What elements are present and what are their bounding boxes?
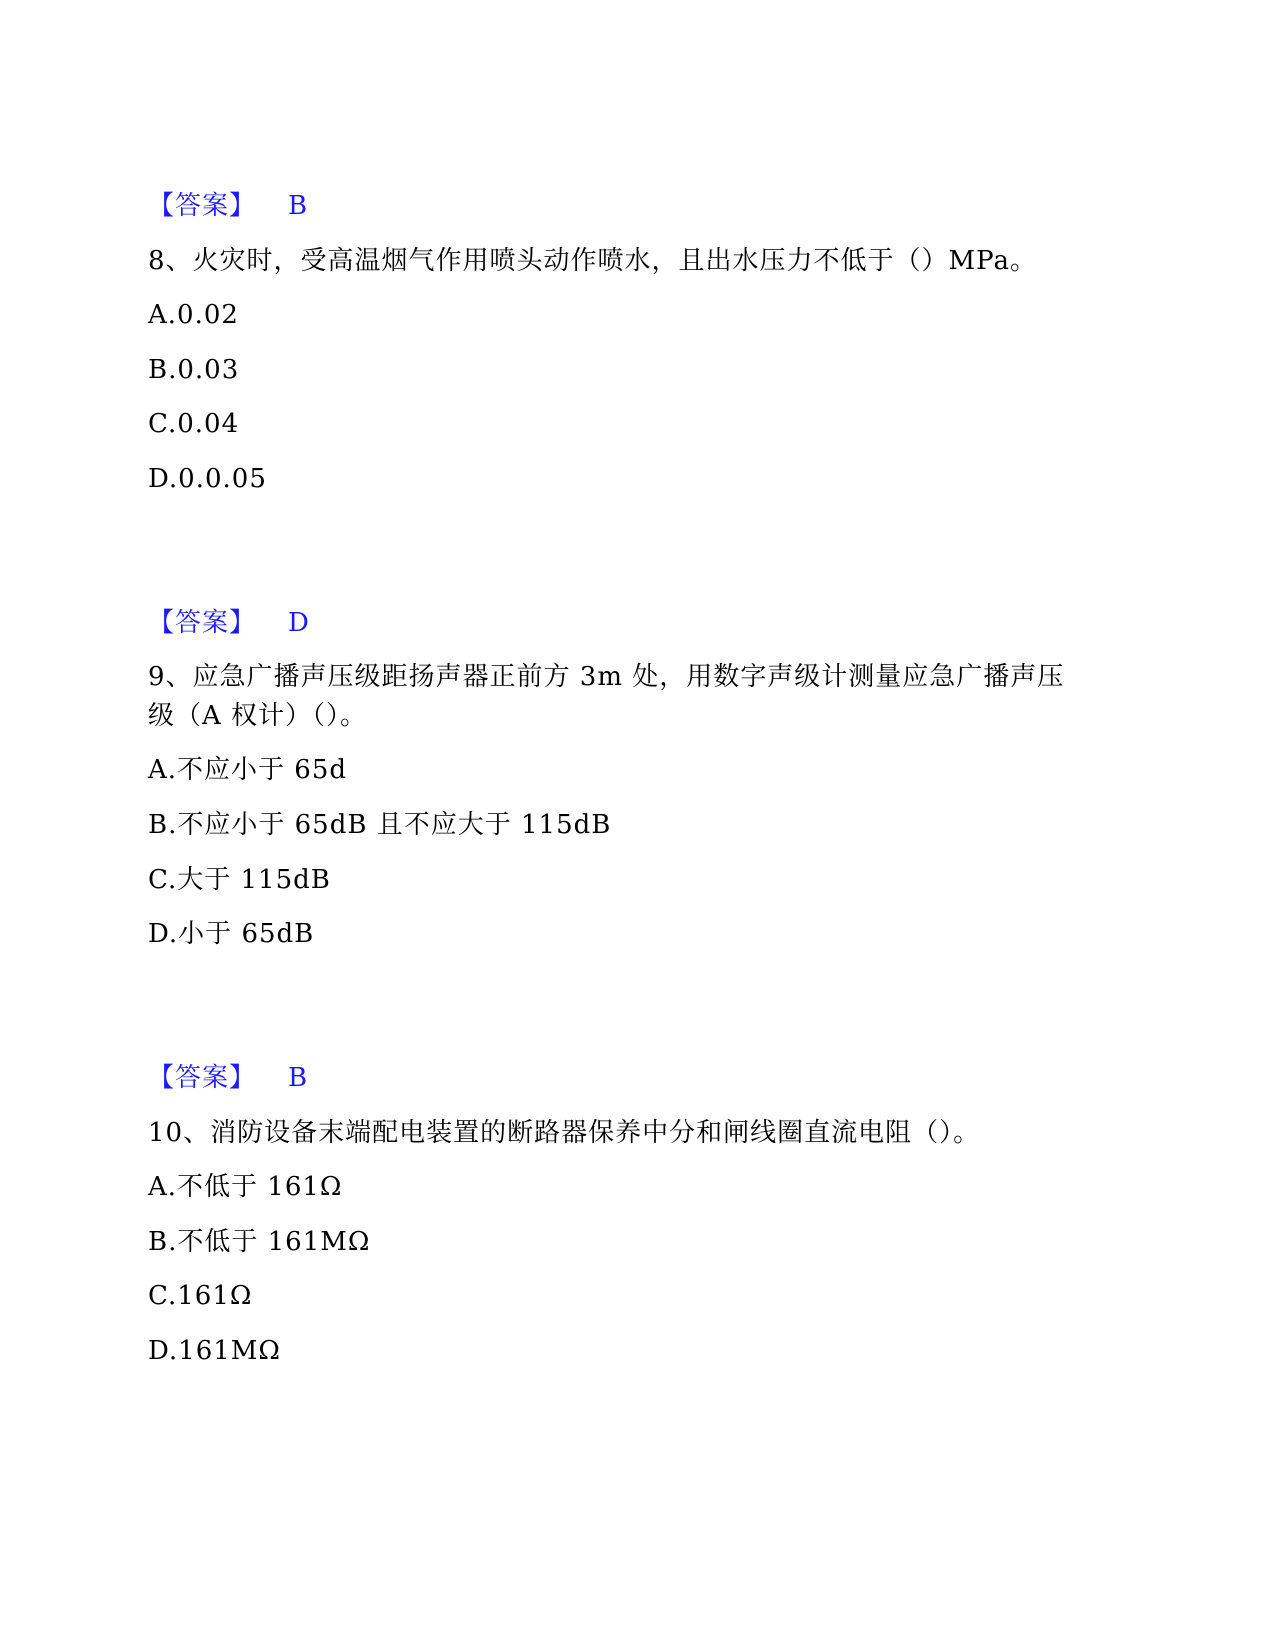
answer-label: 【答案】: [148, 1063, 257, 1093]
answer-value: B: [288, 1063, 309, 1093]
answer-label: 【答案】: [148, 608, 257, 638]
question-9-option-d: D.小于 65dB: [148, 919, 315, 949]
answer-line-9: [148, 1063, 308, 1093]
answer-label: 【答案】: [148, 191, 257, 221]
answer-line-8: [148, 608, 310, 638]
question-9-option-b: B.不应小于 65dB 且不应大于 115dB: [148, 810, 612, 840]
question-8-option-a: A.0.02: [148, 300, 239, 330]
question-8-option-b: B.0.03: [148, 355, 240, 385]
question-10-text: 10、消防设备末端配电装置的断路器保养中分和闸线圈直流电阻（）。: [148, 1118, 981, 1148]
answer-line-7: [148, 191, 308, 221]
answer-value: B: [288, 191, 309, 221]
question-9-option-c: C.大于 115dB: [148, 865, 331, 895]
question-8-text: 8、火灾时，受高温烟气作用喷头动作喷水，且出水压力不低于（）MPa。: [148, 246, 1037, 276]
question-9-text-line1: 9、应急广播声压级距扬声器正前方 3m 处，用数字声级计测量应急广播声压: [148, 662, 1065, 692]
question-10-option-a: A.不低于 161Ω: [148, 1172, 343, 1202]
question-8-option-d: D.0.0.05: [148, 464, 267, 494]
question-9-option-a: A.不应小于 65d: [148, 755, 348, 785]
question-9-text-line2: 级（A 权计）（）。: [148, 701, 368, 731]
question-10-option-c: C.161Ω: [148, 1281, 253, 1311]
question-8-option-c: C.0.04: [148, 409, 240, 439]
question-10-option-b: B.不低于 161MΩ: [148, 1227, 371, 1257]
question-10-option-d: D.161MΩ: [148, 1336, 281, 1366]
answer-value: D: [288, 608, 310, 638]
